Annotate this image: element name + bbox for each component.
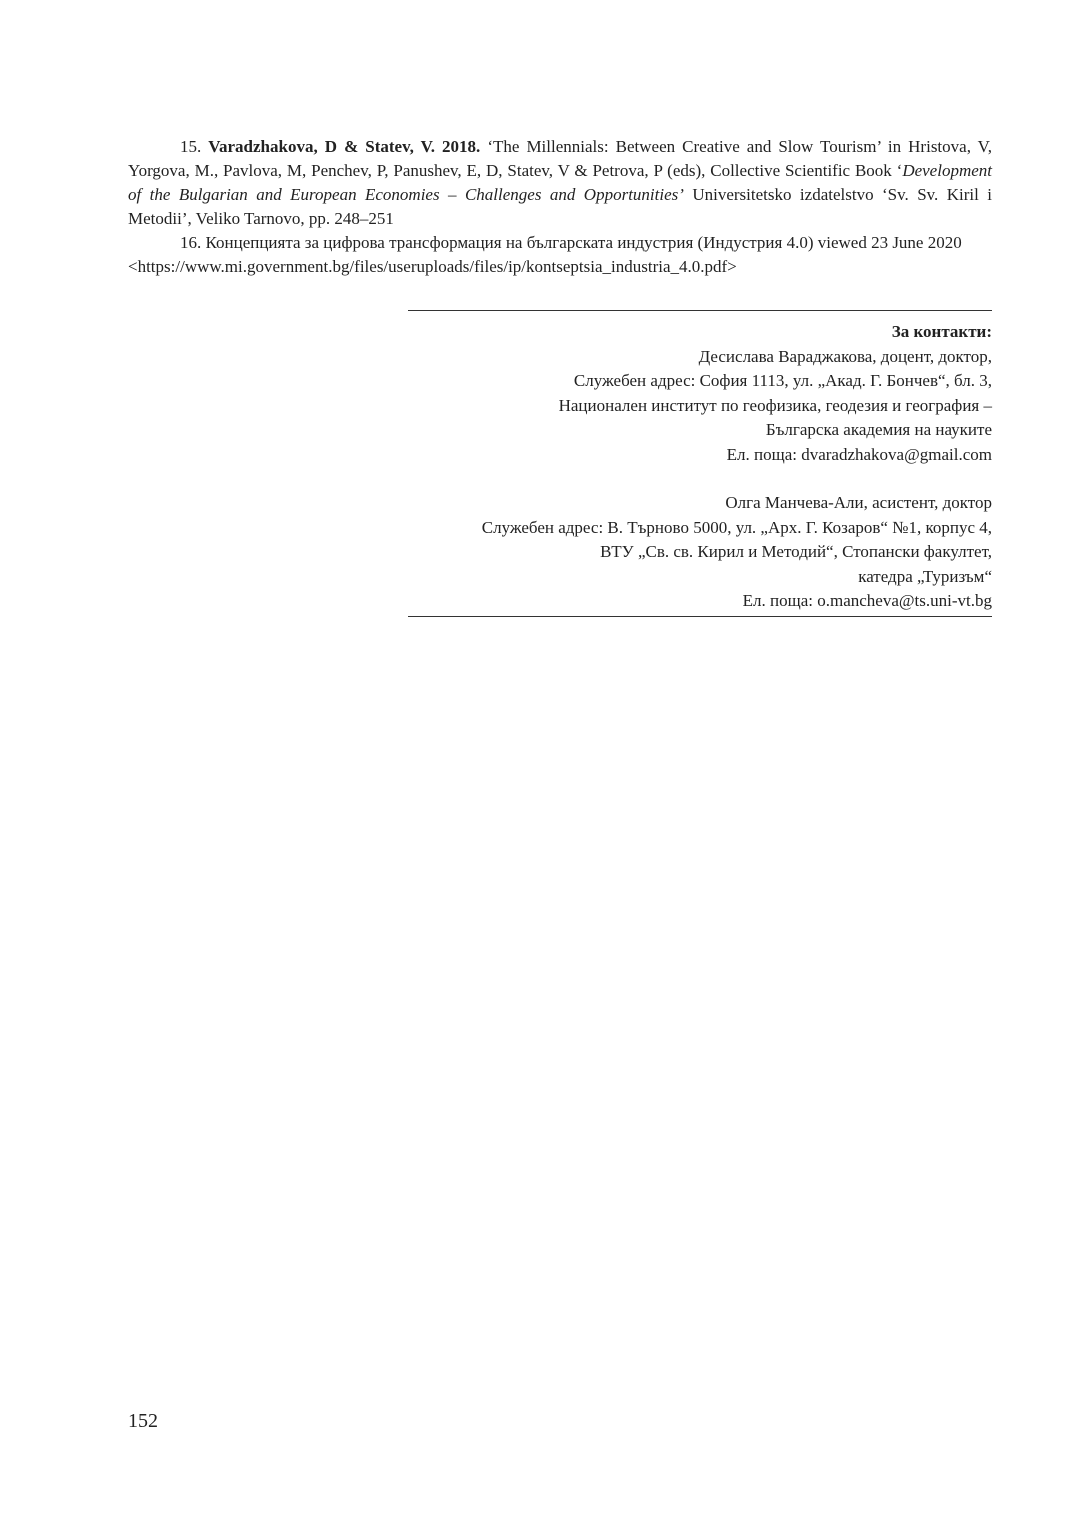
contacts-top-divider (408, 310, 992, 311)
reference-text: Концепцията за цифрова трансформация на българската индустрия (Индустрия 4.0) viewed 23 June 2020 <https://www.mi.government.bg/files/useruploads/files/ip/kontseptsia_industria_4.0.pdf> (128, 233, 962, 276)
contact-line: катедра „Туризъм“ (858, 566, 992, 586)
contact-line: ВТУ „Св. св. Кирил и Методий“, Стопански факултет, (600, 542, 992, 561)
contact-line: Десислава Вараджакова, доцент, доктор, (698, 346, 992, 366)
contact-line: Служебен адрес: В. Търново 5000, ул. „Арх. Г. Козаров“ №1, корпус 4, (481, 517, 992, 537)
contact-email: Ел. поща: dvaradzhakova@gmail.com (726, 444, 992, 464)
reference-number: 16. (180, 233, 202, 252)
page-number: 152 (128, 1410, 158, 1432)
contact-email: Ел. поща: o.mancheva@ts.uni-vt.bg (742, 591, 992, 610)
contact-line: Служебен адрес: София 1113, ул. „Акад. Г. Бончев“, бл. 3, (573, 371, 992, 390)
contacts-heading: За контакти: (891, 322, 992, 341)
reference-title: ‘The Millennials: Between Creative and Slow Tourism’ in Hristova, V, Yorgova, M., Pavlova, M, Penchev, P, Panushev, E, D, Statev, V & Petrova, P (eds), Collective Scientific Book ‘ (128, 137, 993, 180)
contact-line: Българска академия на науките (765, 420, 992, 439)
reference-publisher: Universitetsko izdatelstvo ‘Sv. Sv. Kiril i Metodii’, Veliko Tarnovo, pp. 248–251 (128, 185, 992, 228)
reference-book-title: Development of the Bulgarian and European Economies – Challenges and Opportunities’ (128, 161, 992, 204)
contact-spacer (352, 467, 992, 491)
reference-list (128, 135, 992, 279)
reference-15 (128, 135, 992, 231)
reference-number: 15. (180, 137, 202, 156)
contact-line: Национален институт по геофизика, геодезия и география – (558, 395, 992, 415)
reference-authors: Varadzhakova, D & Statev, V. 2018. (208, 137, 481, 156)
reference-16 (128, 231, 992, 279)
contact-line: Олга Манчева-Али, асистент, доктор (725, 493, 992, 512)
contacts-block (352, 320, 992, 614)
contacts-bottom-divider (408, 616, 992, 617)
